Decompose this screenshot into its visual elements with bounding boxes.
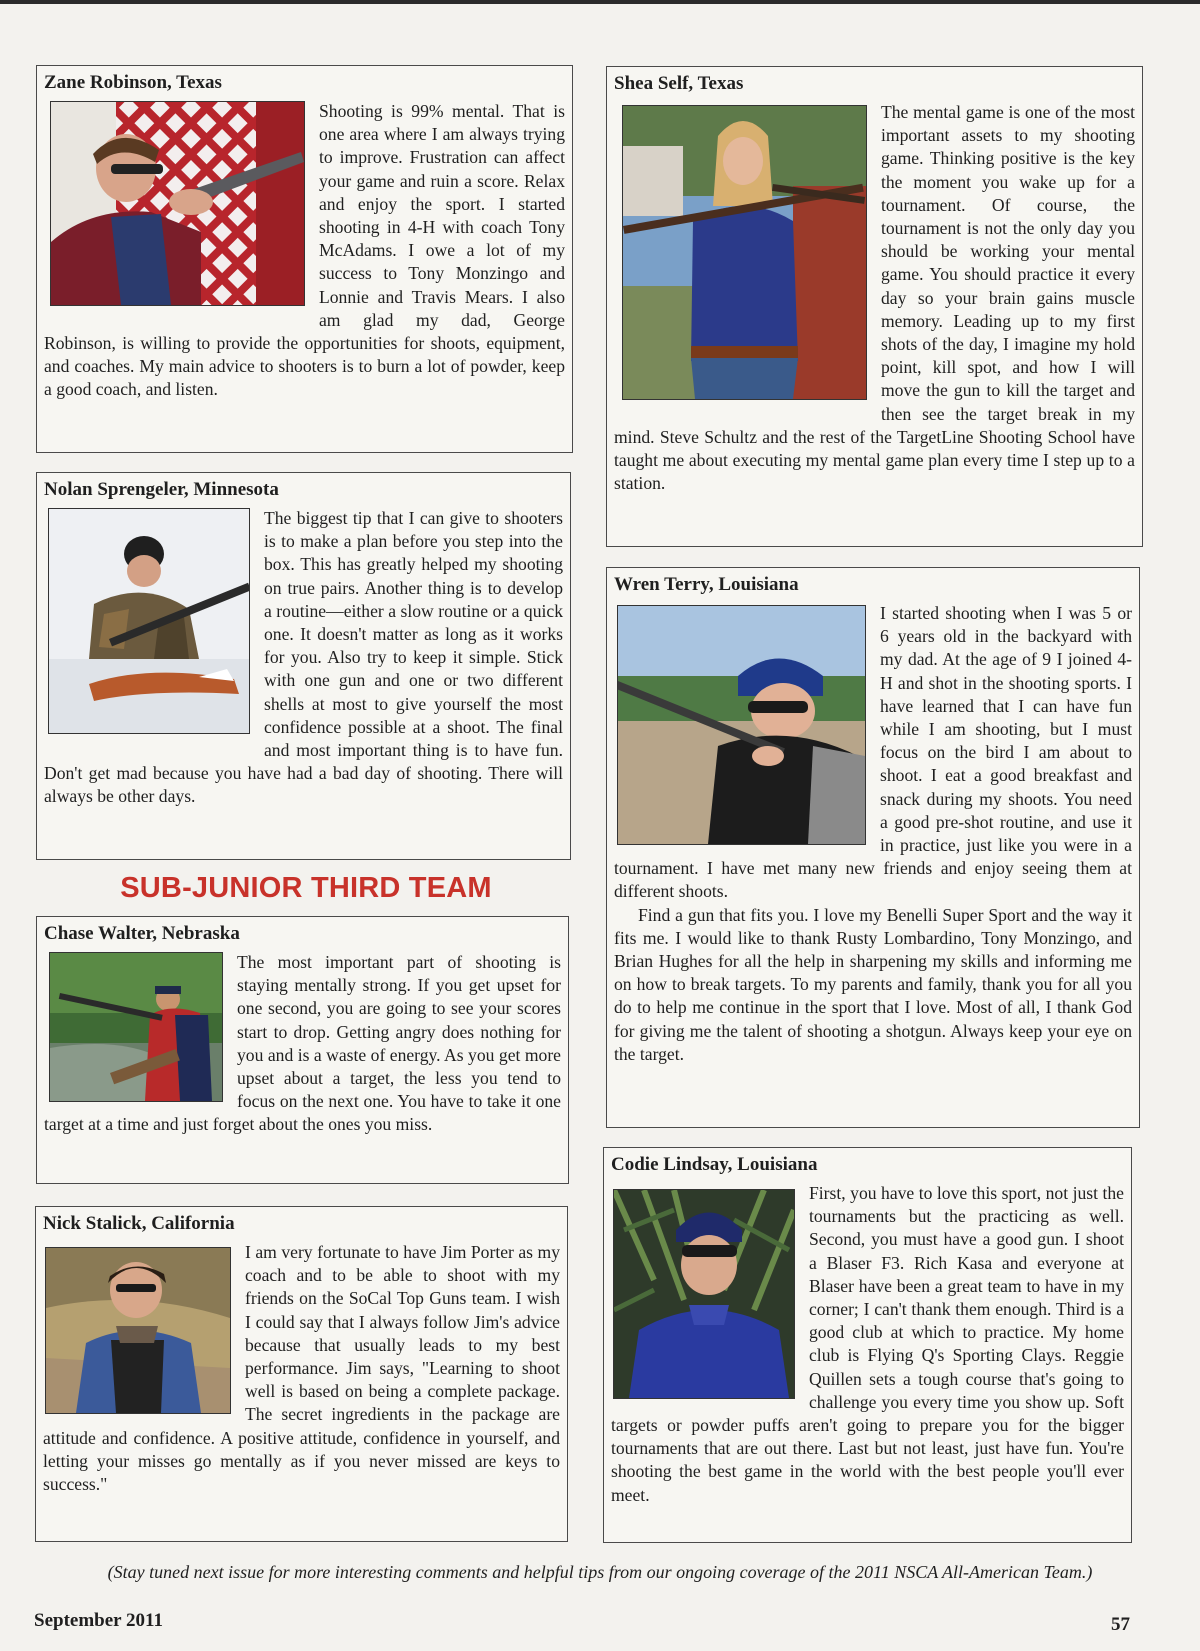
profile-name: Chase Walter, Nebraska xyxy=(44,923,240,944)
shooter-portrait-photo-illustration xyxy=(623,106,866,399)
profile-wren-terry xyxy=(606,567,1140,1128)
profile-name: Zane Robinson, Texas xyxy=(44,72,222,93)
profile-text: Shooting is 99% mental. That is one area where I am always trying to improve. Frustration can affect your game and ruin a score. Relax and enjoy the sport. I started shooting in 4-H with coach Tony McAdams. I owe a lot of my success to Tony Monzingo and Lonnie and Travis Mears. I also am glad my dad, George Robinson, is willing to provide the opportunities for shoots, equipment, and coaches. My main advice to shooters is to burn a lot of powder, keep a good coach, and listen. xyxy=(44,101,565,400)
photo-nolan-sprengeler xyxy=(48,508,250,734)
profile-name: Nolan Sprengeler, Minnesota xyxy=(44,479,279,500)
photo-nick-stalick xyxy=(45,1247,231,1414)
profile-text: The mental game is one of the most important assets to my shooting game. Thinking positive is the key the moment you wake up for a tournament. Of course, the tournament is not the only day you should be working your mental game. You should practice it every day so your brain gains muscle memory. Leading up to my first shots of the day, I imagine my hold point, kill spot, and how I will move the gun to kill the target and then see the target break in my mind. Steve Schultz and the rest of the TargetLine Shooting School have taught me about executing my mental game plan every time I step up to a station. xyxy=(614,102,1135,494)
profile-text: First, you have to love this sport, not just the tournaments but the practicing as well. Second, you must have a good gun. I shoot a Blaser F3. Rich Kasa and everyone at Blaser have been a great team to have in my corner; I can't thank them enough. Third is a good club at which to practice. My home club is Flying Q's Sporting Clays. Reggie Quillen sets a tough course that's going to challenge you every time you show up. Soft targets or powder puffs aren't going to prepare you for the bigger tournaments that are out there. Last but not least, just have fun. You're shooting the best game in the world with the best people you'll ever meet. xyxy=(611,1183,1124,1505)
profile-text: I am very fortunate to have Jim Porter as my coach and to be able to shoot with my friends on the SoCal Top Guns team. I wish I could say that I always follow Jim's advice because that usually leads to my best performance. Jim says, "Learning to shoot well is based on being a complete package. The secret ingredients in the package are attitude and confidence. A positive attitude, confidence in yourself, and letting your misses go mentally as if you never missed are keys to success." xyxy=(43,1242,560,1495)
profile-name: Wren Terry, Louisiana xyxy=(614,574,799,595)
profile-codie-lindsay xyxy=(603,1147,1132,1543)
profile-text: The biggest tip that I can give to shooters is to make a plan before you step into the box. This has greatly helped my shooting on true pairs. Another thing is to develop a routine—either a slow routine or a quick one. It doesn't matter as long as it works for you. Also try to keep it simple. Stick with one gun and one or two different shells at most to give yourself the most confidence possible at a shoot. The final and most important thing is to have fun. Don't get mad because you have had a bad day of shooting. There will always be other days. xyxy=(44,508,563,807)
footer-page-number: 57 xyxy=(1111,1614,1130,1635)
profile-chase-walter xyxy=(36,916,569,1184)
profile-text: Find a gun that fits you. I love my Benelli Super Sport and the way it fits me. I would like to thank Rusty Lombardino, Tony Monzingo, and Brian Hughes for all the help in sharpening my skills and informing me on how to break targets. To my parents and family, thank you for all you do to help me continue in the sport that I love. Most of all, I thank God for giving me the talent of shooting a shotgun. Always keep your eye on the target. xyxy=(614,904,1132,1064)
photo-zane-robinson xyxy=(50,101,305,306)
shooter-aiming-photo-illustration xyxy=(618,606,865,844)
portrait-photo-illustration xyxy=(46,1248,230,1413)
photo-codie-lindsay xyxy=(613,1189,795,1399)
hunter-snow-photo-illustration xyxy=(49,509,249,733)
profile-nolan-sprengeler xyxy=(36,472,571,860)
profile-nick-stalick xyxy=(35,1206,568,1542)
footnote: (Stay tuned next issue for more interesting comments and helpful tips from our ongoing coverage of the 2011 NSCA All-American Team.) xyxy=(107,1562,1093,1582)
portrait-foliage-photo-illustration xyxy=(614,1190,794,1398)
footer-issue-date: September 2011 xyxy=(34,1610,163,1631)
profile-zane-robinson xyxy=(36,65,573,453)
profile-name: Nick Stalick, California xyxy=(43,1213,235,1234)
photo-wren-terry xyxy=(617,605,866,845)
profile-name: Shea Self, Texas xyxy=(614,73,744,94)
top-rule xyxy=(0,0,1200,4)
section-heading: SUB-JUNIOR THIRD TEAM xyxy=(120,872,492,904)
photo-chase-walter xyxy=(49,952,223,1102)
photo-shea-self xyxy=(622,105,867,400)
profile-text: The most important part of shooting is staying mentally strong. If you get upset for one second, you are going to see your scores start to drop. Getting angry does nothing for you and is a waste of energy. As you get more upset about a target, the less you tend to focus on the next one. You have to take it one target at a time and just forget about the ones you miss. xyxy=(44,952,561,1135)
profile-text: I started shooting when I was 5 or 6 years old in the backyard with my dad. At the age of 9 I joined 4-H and shot in the shooting sports. I have learned that I can have fun while I am shooting, but I must focus on the bird I am about to shoot. I eat a good breakfast and snack during my shoots. You need a good pre-shot routine, and use it in practice, just like you were in a tournament. I have met many new friends and enjoy seeing them at different shoots. xyxy=(614,603,1132,902)
profile-shea-self xyxy=(606,66,1143,547)
shooter-photo-illustration xyxy=(51,102,304,305)
profile-name: Codie Lindsay, Louisiana xyxy=(611,1154,818,1175)
shooter-water-photo-illustration xyxy=(50,953,222,1101)
